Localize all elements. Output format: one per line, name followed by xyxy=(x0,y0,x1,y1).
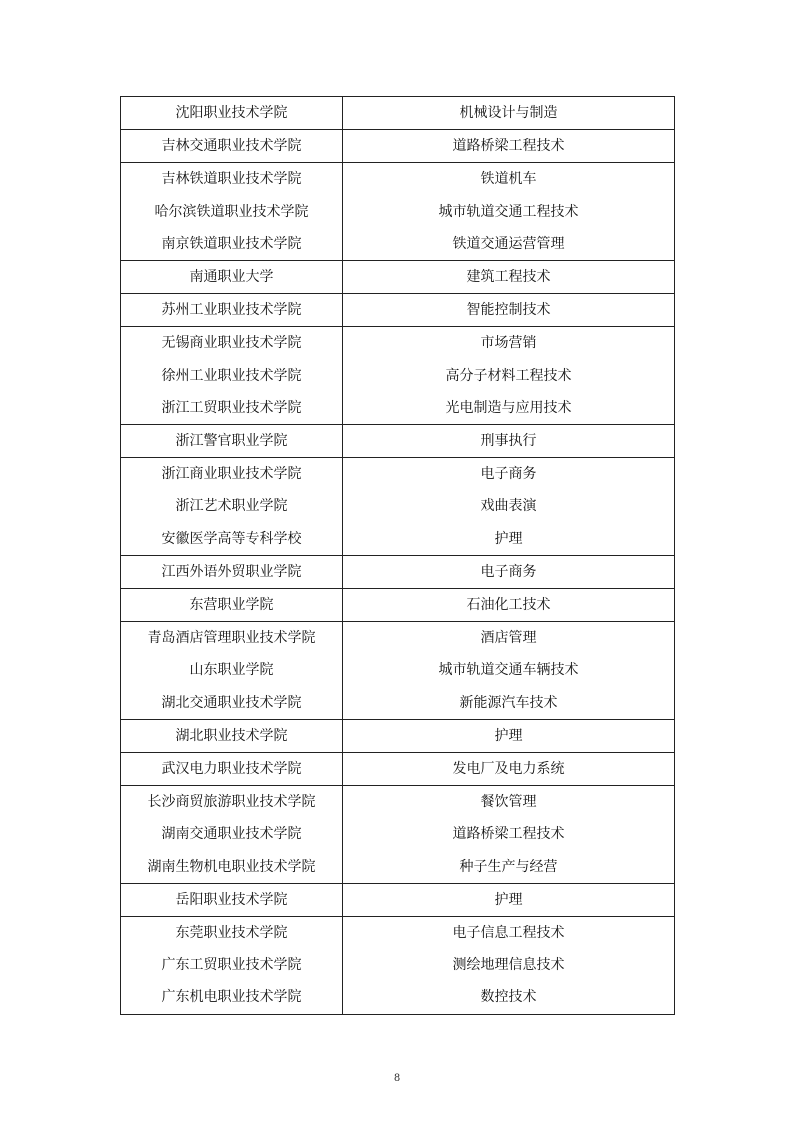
major-cell: 测绘地理信息技术 xyxy=(343,949,675,981)
table-row xyxy=(121,753,675,786)
major-cell: 发电厂及电力系统 xyxy=(343,753,675,786)
table-row xyxy=(121,392,675,425)
table-row xyxy=(121,490,675,522)
school-cell: 浙江艺术职业学院 xyxy=(121,490,343,522)
table-row xyxy=(121,851,675,884)
school-cell: 苏州工业职业技术学院 xyxy=(121,294,343,327)
major-cell: 市场营销 xyxy=(343,327,675,360)
table-row xyxy=(121,981,675,1014)
major-cell: 铁道机车 xyxy=(343,163,675,196)
major-cell: 机械设计与制造 xyxy=(343,97,675,130)
table-row xyxy=(121,458,675,491)
school-cell: 哈尔滨铁道职业技术学院 xyxy=(121,196,343,228)
table-body xyxy=(121,97,675,1015)
school-cell: 长沙商贸旅游职业技术学院 xyxy=(121,786,343,819)
major-cell: 种子生产与经营 xyxy=(343,851,675,884)
table-row xyxy=(121,622,675,655)
school-cell: 青岛酒店管理职业技术学院 xyxy=(121,622,343,655)
major-cell: 道路桥梁工程技术 xyxy=(343,818,675,850)
school-major-table xyxy=(120,96,675,1015)
table-row xyxy=(121,196,675,228)
table-row xyxy=(121,327,675,360)
school-cell: 南京铁道职业技术学院 xyxy=(121,228,343,261)
major-cell: 戏曲表演 xyxy=(343,490,675,522)
school-cell: 无锡商业职业技术学院 xyxy=(121,327,343,360)
school-cell: 浙江商业职业技术学院 xyxy=(121,458,343,491)
table-row xyxy=(121,654,675,686)
major-cell: 护理 xyxy=(343,719,675,752)
table-row xyxy=(121,261,675,294)
table-row xyxy=(121,917,675,950)
major-cell: 智能控制技术 xyxy=(343,294,675,327)
major-cell: 数控技术 xyxy=(343,981,675,1014)
school-cell: 吉林铁道职业技术学院 xyxy=(121,163,343,196)
school-cell: 广东工贸职业技术学院 xyxy=(121,949,343,981)
page-number: 8 xyxy=(393,1073,401,1084)
school-cell: 浙江工贸职业技术学院 xyxy=(121,392,343,425)
table-row xyxy=(121,97,675,130)
major-cell: 刑事执行 xyxy=(343,425,675,458)
school-cell: 岳阳职业技术学院 xyxy=(121,883,343,916)
school-cell: 浙江警官职业学院 xyxy=(121,425,343,458)
major-cell: 护理 xyxy=(343,883,675,916)
major-cell: 餐饮管理 xyxy=(343,786,675,819)
table-row xyxy=(121,163,675,196)
school-cell: 安徽医学高等专科学校 xyxy=(121,523,343,556)
table-row xyxy=(121,228,675,261)
school-cell: 广东机电职业技术学院 xyxy=(121,981,343,1014)
school-cell: 湖南生物机电职业技术学院 xyxy=(121,851,343,884)
school-cell: 山东职业学院 xyxy=(121,654,343,686)
major-cell: 石油化工技术 xyxy=(343,589,675,622)
table-row xyxy=(121,687,675,720)
major-cell: 铁道交通运营管理 xyxy=(343,228,675,261)
school-cell: 沈阳职业技术学院 xyxy=(121,97,343,130)
major-cell: 城市轨道交通车辆技术 xyxy=(343,654,675,686)
major-cell: 建筑工程技术 xyxy=(343,261,675,294)
table-row xyxy=(121,130,675,163)
school-cell: 湖北职业技术学院 xyxy=(121,719,343,752)
table-row xyxy=(121,294,675,327)
table-row xyxy=(121,818,675,850)
table-row xyxy=(121,883,675,916)
school-cell: 江西外语外贸职业学院 xyxy=(121,555,343,588)
school-cell: 东营职业学院 xyxy=(121,589,343,622)
table-row xyxy=(121,360,675,392)
table-row xyxy=(121,719,675,752)
table-row xyxy=(121,555,675,588)
table-row xyxy=(121,949,675,981)
major-cell: 新能源汽车技术 xyxy=(343,687,675,720)
table-row xyxy=(121,786,675,819)
major-cell: 护理 xyxy=(343,523,675,556)
major-cell: 道路桥梁工程技术 xyxy=(343,130,675,163)
major-cell: 电子信息工程技术 xyxy=(343,917,675,950)
school-cell: 南通职业大学 xyxy=(121,261,343,294)
major-cell: 电子商务 xyxy=(343,458,675,491)
table-row xyxy=(121,425,675,458)
major-cell: 酒店管理 xyxy=(343,622,675,655)
table-row xyxy=(121,523,675,556)
school-cell: 吉林交通职业技术学院 xyxy=(121,130,343,163)
school-cell: 武汉电力职业技术学院 xyxy=(121,753,343,786)
major-cell: 电子商务 xyxy=(343,555,675,588)
major-cell: 光电制造与应用技术 xyxy=(343,392,675,425)
school-cell: 湖南交通职业技术学院 xyxy=(121,818,343,850)
school-cell: 东莞职业技术学院 xyxy=(121,917,343,950)
school-cell: 徐州工业职业技术学院 xyxy=(121,360,343,392)
table-row xyxy=(121,589,675,622)
major-cell: 高分子材料工程技术 xyxy=(343,360,675,392)
school-cell: 湖北交通职业技术学院 xyxy=(121,687,343,720)
major-cell: 城市轨道交通工程技术 xyxy=(343,196,675,228)
